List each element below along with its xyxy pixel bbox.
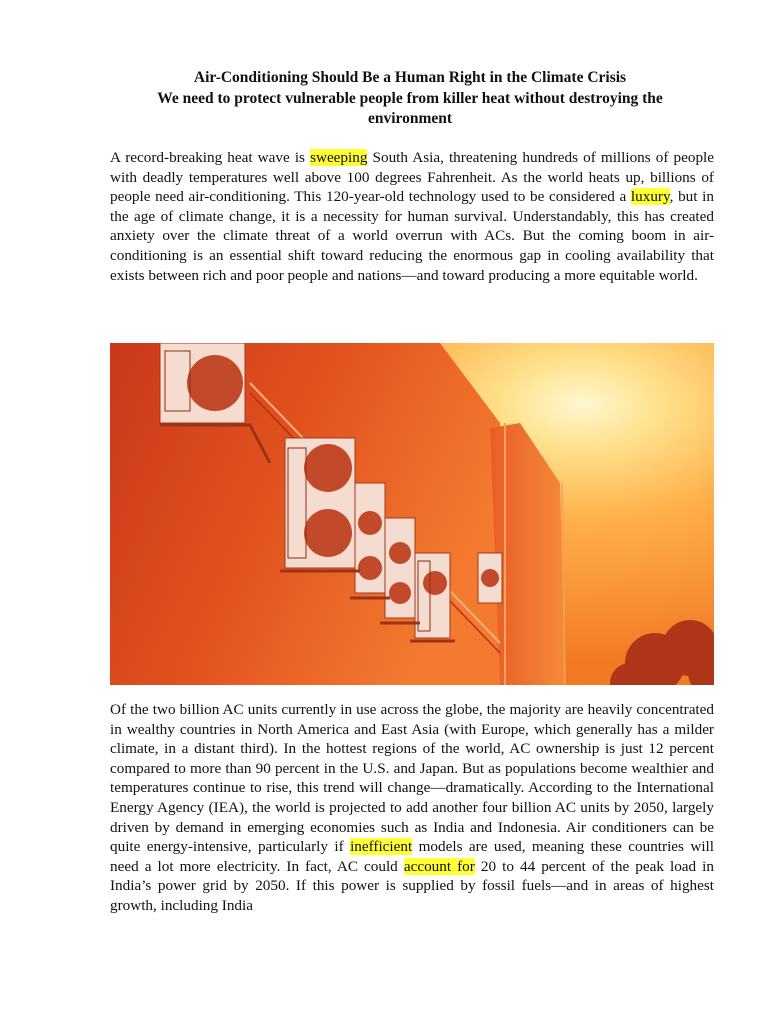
article-subtitle-line2: environment — [367, 110, 453, 127]
highlighted-word-luxury: luxury — [630, 188, 670, 206]
text-run: , but in the age of climate change, it is a necessity for human survival. Understandably, this has created anxiety over the climate threat of a world overrun with ACs. But the coming boom in air-conditioning is an essential shift toward reducing the enormous gap in cooling availability that exists between rich and poor people and nations—and toward producing a more equitable world. — [110, 188, 714, 284]
text-run: 20 to 44 percent of the peak load in India’s power grid by 2050. If this power is supplied by fossil fuels—and in areas of highest growth, including India — [110, 857, 714, 914]
paragraph-ac-units — [110, 700, 714, 916]
paragraph-intro — [110, 148, 714, 285]
title-block — [100, 68, 720, 130]
text-run: Of the two billion AC units currently in use across the globe, the majority are heavily concentrated in wealthy countries in North America and East Asia (with Europe, which generally has a milder climate, in a distant third). In the hottest regions of the world, AC ownership is just 12 percent compared to more than 90 percent in the U.S. and Japan. But as populations become wealthier and temperatures continue to rise, this trend will change—dramatically. According to the International Energy Agency (IEA), the world is projected to add another four billion AC units by 2050, largely driven by demand in emerging economies such as India and Indonesia. Air conditioners can be quite energy-intensive, particularly if — [110, 701, 714, 856]
highlighted-word-inefficient: inefficient — [350, 838, 413, 856]
highlighted-word-sweeping: sweeping — [310, 149, 368, 166]
text-run: models are used, meaning these countries will need a lot more electricity. In fact, AC could — [110, 838, 714, 875]
article-subtitle-line1: We need to protect vulnerable people from killer heat without destroying the — [157, 89, 663, 107]
article-title: Air-Conditioning Should Be a Human Right in the Climate Crisis — [193, 69, 627, 86]
air-conditioner-photo — [110, 343, 714, 685]
highlighted-phrase-account-for: account for — [403, 857, 475, 875]
text-run: A record-breaking heat wave is — [110, 149, 311, 166]
text-run: South Asia, threatening hundreds of millions of people with deadly temperatures well above 100 degrees Fahrenheit. As the world heats up, billions of people need air-conditioning. This 120-year-old technology used to be considered a — [110, 149, 715, 206]
